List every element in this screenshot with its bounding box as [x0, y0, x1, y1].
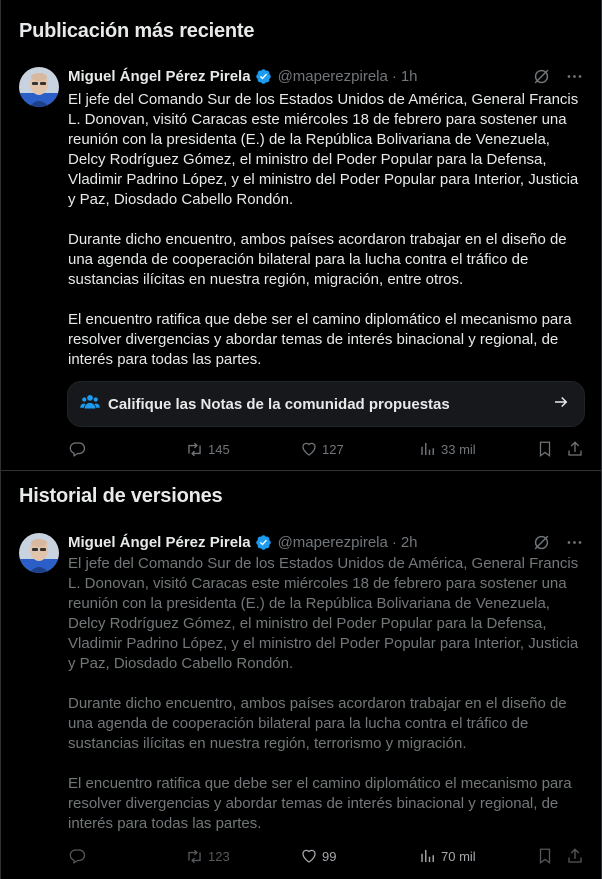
views-icon [419, 440, 437, 458]
tweet-header [68, 532, 418, 552]
repost-button[interactable] [185, 846, 230, 866]
more-options-icon[interactable] [565, 67, 584, 91]
repost-icon [185, 847, 204, 866]
timestamp[interactable]: 2h [400, 533, 418, 551]
reply-button[interactable] [68, 846, 86, 866]
share-icon [566, 847, 584, 865]
avatar-image [19, 533, 59, 573]
views-count: 33 mil [441, 441, 476, 457]
tweet-paragraph: Durante dicho encuentro, ambos países acordaron trabajar en el diseño de una agenda de cooperación bilateral para la lucha contra el tráfico de sustancias ilícitas en nuestra región, terrorismo y migración. [68, 695, 567, 752]
tweet-paragraph: El encuentro ratifica que debe ser el camino diplomático el mecanismo para resolver divergencias y abordar temas de interés binacional y regional, de interés para todas las partes. [68, 775, 572, 832]
arrow-right-icon [552, 393, 570, 416]
verified-badge-icon [255, 68, 272, 85]
author-name[interactable]: Miguel Ángel Pérez Pirela [68, 533, 251, 551]
bookmark-button[interactable] [536, 846, 554, 866]
author-handle[interactable]: @maperezpirela [277, 67, 388, 85]
latest-section-title: Publicación más reciente [19, 20, 255, 42]
repost-count: 123 [208, 848, 230, 864]
views-button[interactable] [419, 439, 476, 459]
like-count: 99 [322, 848, 337, 864]
reply-icon [68, 440, 86, 458]
history-section-title: Historial de versiones [19, 485, 223, 507]
separator: · [391, 67, 397, 85]
avatar[interactable] [19, 67, 59, 107]
author-handle[interactable]: @maperezpirela [277, 533, 388, 551]
tweet-body [68, 90, 588, 390]
header-actions [532, 67, 584, 91]
views-icon [419, 847, 437, 865]
tweet-body [68, 554, 588, 854]
heart-icon [300, 847, 318, 865]
tweet-paragraph: Durante dicho encuentro, ambos países acordaron trabajar en el diseño de una agenda de cooperación bilateral para la lucha contra el tráfico de sustancias ilícitas en nuestra región, migración, entre otros. [68, 231, 567, 288]
author-name[interactable]: Miguel Ángel Pérez Pirela [68, 67, 251, 85]
grok-icon[interactable] [532, 67, 551, 91]
tweet-paragraph: El jefe del Comando Sur de los Estados Unidos de América, General Francis L. Donovan, visitó Caracas este miércoles 18 de febrero para sostener una reunión con la presidenta (E.) de la República Bolivariana de Venezuela, Delcy Rodríguez Gómez, el ministro del Poder Popular para la Defensa, Vladimir Padrino López, y el ministro del Poder Popular para Interior, Justicia y Paz, Diosdado Cabello Rondón. [68, 555, 579, 672]
share-icon [566, 440, 584, 458]
tweet-paragraph: El encuentro ratifica que debe ser el camino diplomático el mecanismo para resolver divergencias y abordar temas de interés binacional y regional, de interés para todas las partes. [68, 311, 572, 368]
community-notes-label: Califique las Notas de la comunidad propuestas [108, 395, 450, 413]
section-divider [0, 470, 602, 471]
bookmark-button[interactable] [536, 439, 554, 459]
reply-button[interactable] [68, 439, 86, 459]
repost-count: 145 [208, 441, 230, 457]
repost-icon [185, 440, 204, 459]
verified-badge-icon [255, 534, 272, 551]
heart-icon [300, 440, 318, 458]
like-count: 127 [322, 441, 344, 457]
tweet-actions [68, 439, 586, 459]
avatar[interactable] [19, 533, 59, 573]
like-button[interactable] [300, 846, 336, 866]
bookmark-icon [536, 440, 554, 458]
timestamp[interactable]: 1h [400, 67, 418, 85]
bookmark-icon [536, 847, 554, 865]
tweet-header [68, 66, 418, 86]
views-count: 70 mil [441, 848, 476, 864]
tweet-paragraph: El jefe del Comando Sur de los Estados Unidos de América, General Francis L. Donovan, visitó Caracas este miércoles 18 de febrero para sostener una reunión con la presidenta (E.) de la República Bolivariana de Venezuela, Delcy Rodríguez Gómez, el ministro del Poder Popular para la Defensa, Vladimir Padrino López, y el ministro del Poder Popular para Interior, Justicia y Paz, Diosdado Cabello Rondón. [68, 91, 579, 208]
like-button[interactable] [300, 439, 344, 459]
people-icon [80, 393, 100, 416]
reply-icon [68, 847, 86, 865]
repost-button[interactable] [185, 439, 230, 459]
separator: · [391, 533, 397, 551]
share-button[interactable] [566, 846, 584, 866]
share-button[interactable] [566, 439, 584, 459]
views-button[interactable] [419, 846, 476, 866]
tweet-actions [68, 846, 586, 866]
community-notes-button[interactable] [67, 381, 585, 427]
avatar-image [19, 67, 59, 107]
